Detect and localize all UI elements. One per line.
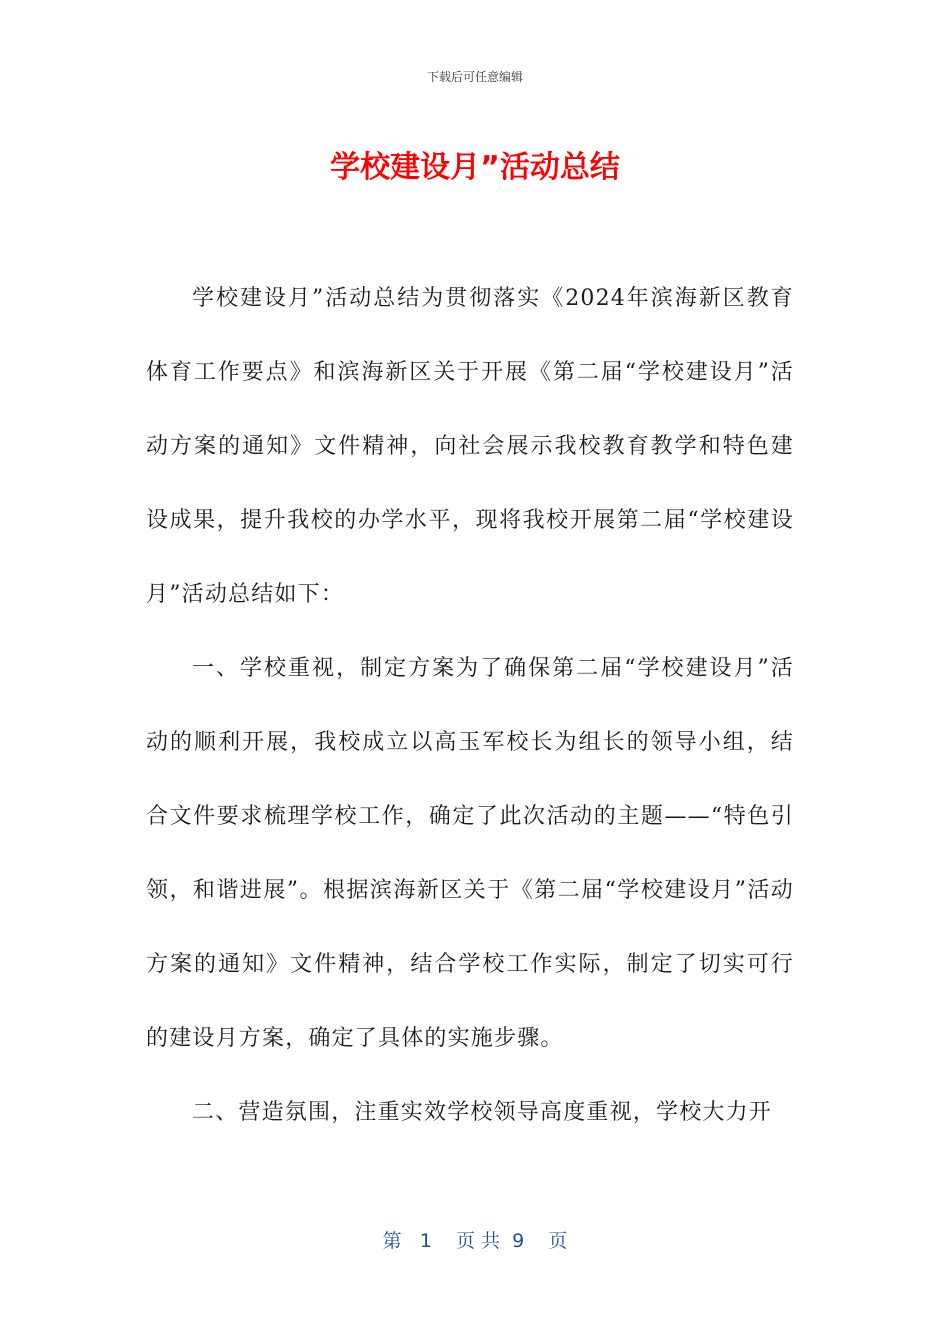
page-number-footer: 第 1 页 共 9 页 [382, 1230, 568, 1252]
document-title: 学校建设月”活动总结 [330, 150, 620, 185]
paragraph-section-two: 二、营造氛围，注重实效学校领导高度重视，学校大力开 [192, 1100, 773, 1125]
document-body [146, 262, 794, 1150]
header-note: 下载后可任意编辑 [426, 70, 523, 84]
paragraph-section-one: 一、学校重视，制定方案为了确保第二届“学校建设月”活动的顺利开展，我校成立以高玉军校长为组长的领导小组，结合文件要求梳理学校工作，确定了此次活动的主题——“特色引领，和谐进展”。根据滨海新区关于《第二届“学校建设月”活动方案的通知》文件精神，结合学校工作实际，制定了切实可行的建设月方案，确定了具体的实施步骤。 [146, 656, 794, 1051]
paragraph-intro: 学校建设月”活动总结为贯彻落实《2024年滨海新区教育体育工作要点》和滨海新区关于开展《第二届“学校建设月”活动方案的通知》文件精神，向社会展示我校教育教学和特色建设成果，提升我校的办学水平，现将我校开展第二届“学校建设月”活动总结如下： [146, 286, 794, 607]
